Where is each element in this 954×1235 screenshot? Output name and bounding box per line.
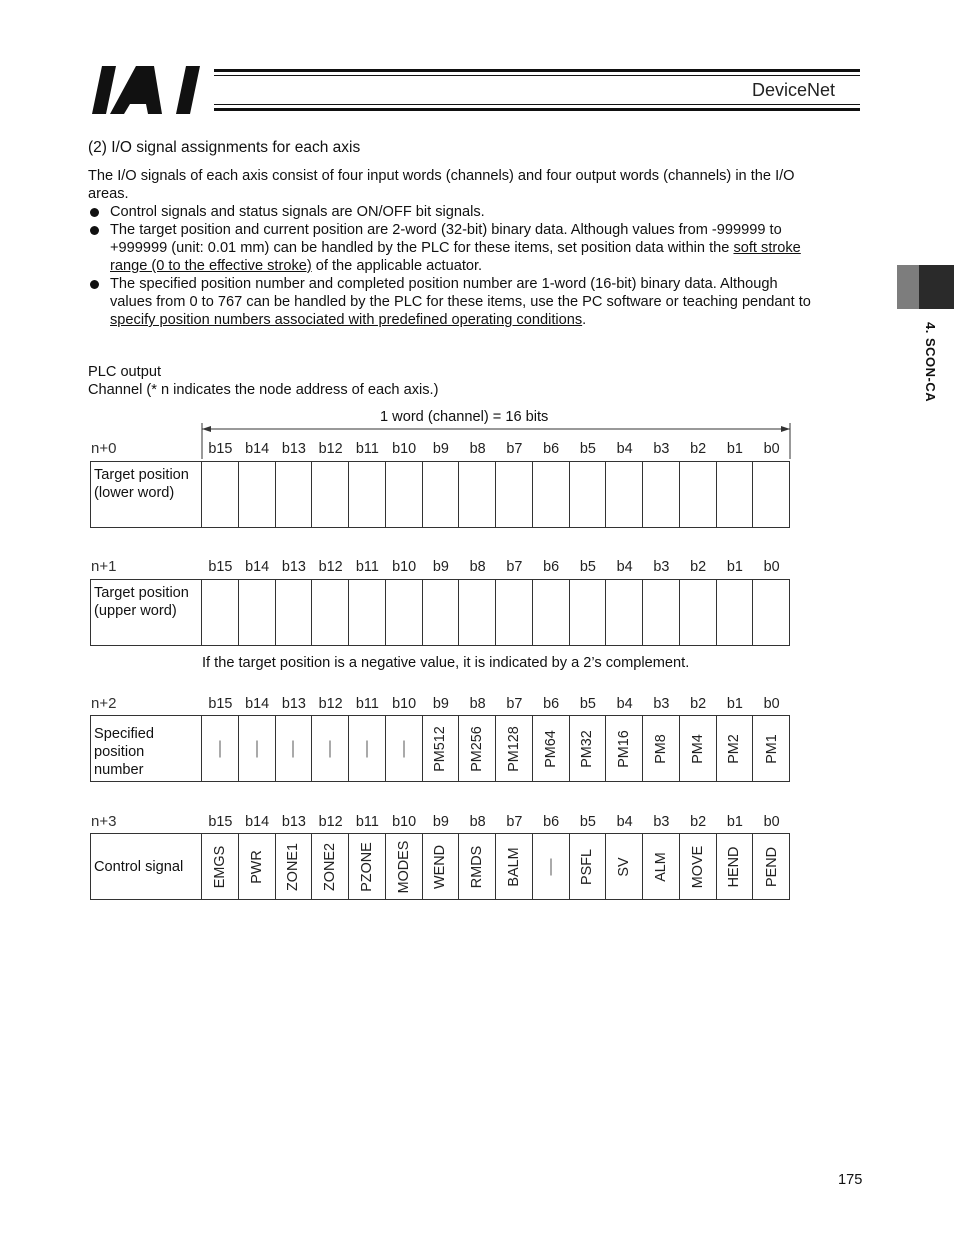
bit-label: b2 bbox=[690, 559, 707, 575]
negative-value-note: If the target position is a negative value, it is indicated by a 2’s complement. bbox=[202, 655, 690, 671]
bit-label: b8 bbox=[469, 441, 486, 457]
channel-note: Channel (* n indicates the node address of each axis.) bbox=[88, 382, 439, 398]
bit-label: b14 bbox=[245, 559, 270, 575]
bit-label: b13 bbox=[281, 696, 306, 712]
signal-label: ZONE2 bbox=[322, 842, 339, 891]
bit-cell bbox=[570, 834, 607, 899]
bit-cell bbox=[533, 580, 570, 645]
signal-label: SV bbox=[616, 856, 633, 877]
word-note: 1 word (channel) = 16 bits bbox=[380, 409, 549, 425]
bit-cell bbox=[533, 834, 570, 899]
intro-line-2: areas. bbox=[88, 186, 129, 202]
bit-cell bbox=[239, 716, 276, 781]
signal-label: RMDS bbox=[469, 845, 486, 888]
bit-cell bbox=[423, 462, 460, 527]
bit-label: b0 bbox=[763, 814, 780, 830]
signal-label: MODES bbox=[395, 840, 412, 893]
bit-cell bbox=[349, 834, 386, 899]
bit-label: b9 bbox=[432, 559, 449, 575]
bit-cell bbox=[276, 834, 313, 899]
bit-label: b10 bbox=[392, 814, 417, 830]
bullet-text: values from 0 to 767 can be handled by the PLC for these items, use the PC software or teaching pendant to bbox=[110, 294, 811, 310]
bit-cell bbox=[643, 716, 680, 781]
bit-cell bbox=[349, 716, 386, 781]
bit-label: b5 bbox=[579, 814, 596, 830]
bit-label: b10 bbox=[392, 441, 417, 457]
register-table bbox=[90, 461, 790, 528]
bit-cell bbox=[459, 580, 496, 645]
bit-cell bbox=[680, 716, 717, 781]
unused-bit-mark bbox=[293, 740, 294, 757]
signal-label: WEND bbox=[432, 844, 449, 889]
unused-bit-mark bbox=[256, 740, 257, 757]
bit-cell bbox=[386, 580, 423, 645]
signal-label: PSFL bbox=[579, 848, 596, 885]
side-tab-marker bbox=[897, 265, 919, 309]
bit-cell bbox=[680, 834, 717, 899]
bit-label: b12 bbox=[318, 696, 343, 712]
signal-label: PEND bbox=[763, 846, 780, 887]
bit-cell bbox=[349, 462, 386, 527]
bit-label: b7 bbox=[506, 441, 523, 457]
row-name: Control signal bbox=[91, 834, 202, 899]
bit-cell bbox=[276, 716, 313, 781]
bit-cell bbox=[312, 834, 349, 899]
bit-label: b2 bbox=[690, 441, 707, 457]
signal-label: PM128 bbox=[505, 725, 522, 772]
bit-label: b9 bbox=[432, 814, 449, 830]
bit-label: b4 bbox=[616, 559, 633, 575]
bit-cell bbox=[423, 580, 460, 645]
bit-header-row bbox=[202, 814, 790, 832]
section-title: (2) I/O signal assignments for each axis bbox=[88, 139, 361, 156]
register-table bbox=[90, 833, 790, 900]
bit-label: b3 bbox=[653, 814, 670, 830]
signal-label: PZONE bbox=[358, 841, 375, 892]
bit-label: b6 bbox=[543, 559, 560, 575]
bit-label: b4 bbox=[616, 441, 633, 457]
bit-label: b8 bbox=[469, 814, 486, 830]
bit-cell bbox=[386, 462, 423, 527]
channel-label: n+2 bbox=[91, 695, 117, 712]
row-name: Specified position number bbox=[91, 716, 202, 781]
bit-cell bbox=[717, 834, 754, 899]
side-tab-label: 4. SCON-CA bbox=[923, 322, 938, 403]
signal-label: ZONE1 bbox=[285, 842, 302, 891]
bit-cell bbox=[570, 580, 607, 645]
bit-cell bbox=[349, 580, 386, 645]
bit-label: b3 bbox=[653, 559, 670, 575]
bit-cell bbox=[202, 716, 239, 781]
bit-label: b15 bbox=[208, 696, 233, 712]
bit-cell bbox=[717, 462, 754, 527]
bit-cell bbox=[606, 716, 643, 781]
bit-label: b1 bbox=[726, 441, 743, 457]
bit-label: b9 bbox=[432, 441, 449, 457]
bit-label: b5 bbox=[579, 441, 596, 457]
bullet-text: The specified position number and completed position number are 1-word (16-bit) binary data. Although bbox=[110, 276, 778, 292]
bullet-text: The target position and current position are 2-word (32-bit) binary data. Although values from -999999 to bbox=[110, 222, 782, 238]
signal-label: PM32 bbox=[579, 729, 596, 768]
bit-label: b1 bbox=[726, 696, 743, 712]
bit-label: b4 bbox=[616, 696, 633, 712]
bullet-text: of the applicable actuator. bbox=[311, 258, 483, 274]
bullet-text: +999999 (unit: 0.01 mm) can be handled by the PLC for these items, set position data within the bbox=[110, 240, 734, 256]
underlined-text: range (0 to the effective stroke) bbox=[110, 258, 312, 274]
page-number: 175 bbox=[838, 1172, 863, 1188]
header-title: DeviceNet bbox=[752, 80, 836, 100]
bit-label: b0 bbox=[763, 559, 780, 575]
bit-label: b10 bbox=[392, 696, 417, 712]
bullet-text: . bbox=[582, 312, 587, 328]
bit-label: b11 bbox=[355, 814, 379, 830]
channel-label: n+3 bbox=[91, 813, 117, 830]
bit-label: b12 bbox=[318, 559, 343, 575]
bit-label: b15 bbox=[208, 441, 233, 457]
unused-bit-mark bbox=[330, 740, 331, 757]
bit-label: b3 bbox=[653, 441, 670, 457]
bit-cell bbox=[717, 716, 754, 781]
signal-label: PM256 bbox=[469, 725, 486, 772]
bit-cell bbox=[202, 462, 239, 527]
bit-label: b7 bbox=[506, 559, 523, 575]
bit-cell bbox=[423, 716, 460, 781]
bullet-item bbox=[88, 203, 860, 221]
bit-label: b3 bbox=[653, 696, 670, 712]
bullet-icon bbox=[90, 226, 99, 235]
bit-label: b0 bbox=[763, 696, 780, 712]
bit-label: b8 bbox=[469, 696, 486, 712]
bit-label: b6 bbox=[543, 441, 560, 457]
bit-cell bbox=[680, 580, 717, 645]
bit-cell bbox=[643, 834, 680, 899]
bit-cell bbox=[459, 834, 496, 899]
bit-label: b11 bbox=[355, 696, 379, 712]
signal-label: PM16 bbox=[616, 729, 633, 768]
bit-label: b6 bbox=[543, 696, 560, 712]
signal-label: ALM bbox=[652, 851, 669, 882]
bit-label: b7 bbox=[506, 696, 523, 712]
bit-label: b4 bbox=[616, 814, 633, 830]
bit-label: b14 bbox=[245, 814, 270, 830]
bit-cell bbox=[643, 580, 680, 645]
underlined-text: soft stroke bbox=[733, 240, 801, 256]
channel-label: n+0 bbox=[91, 440, 117, 457]
bit-cell bbox=[606, 580, 643, 645]
underlined-text: specify position numbers associated with predefined operating conditions bbox=[110, 312, 583, 328]
bit-cell bbox=[533, 716, 570, 781]
bullet-icon bbox=[90, 280, 99, 289]
bullet-text: Control signals and status signals are ON/OFF bit signals. bbox=[110, 204, 485, 220]
signal-label: PM2 bbox=[726, 733, 743, 764]
bit-cell bbox=[239, 834, 276, 899]
unused-bit-mark bbox=[366, 740, 367, 757]
bit-cell bbox=[423, 834, 460, 899]
bit-cell bbox=[570, 716, 607, 781]
bit-label: b5 bbox=[579, 559, 596, 575]
bit-label: b8 bbox=[469, 559, 486, 575]
bit-label: b14 bbox=[245, 696, 270, 712]
bit-label: b15 bbox=[208, 814, 233, 830]
signal-label: PM64 bbox=[542, 729, 559, 768]
bit-cell bbox=[643, 462, 680, 527]
bullet-item bbox=[88, 275, 860, 329]
bit-label: b15 bbox=[208, 559, 233, 575]
bullet-item bbox=[88, 221, 860, 275]
bit-cell bbox=[312, 580, 349, 645]
bit-header-row bbox=[202, 696, 790, 714]
signal-label: BALM bbox=[505, 846, 522, 887]
bit-header-row bbox=[202, 559, 790, 577]
signal-label: PM512 bbox=[432, 725, 449, 772]
bit-label: b6 bbox=[543, 814, 560, 830]
row-name: Target position (lower word) bbox=[91, 462, 202, 527]
bit-label: b2 bbox=[690, 696, 707, 712]
signal-label: HEND bbox=[726, 846, 743, 887]
row-name: Target position (upper word) bbox=[91, 580, 202, 645]
bit-label: b13 bbox=[281, 814, 306, 830]
bit-cell bbox=[386, 716, 423, 781]
bit-label: b13 bbox=[281, 441, 306, 457]
bit-cell bbox=[533, 462, 570, 527]
bit-label: b9 bbox=[432, 696, 449, 712]
bit-cell bbox=[496, 834, 533, 899]
bit-cell bbox=[202, 834, 239, 899]
bit-cell bbox=[202, 580, 239, 645]
bit-cell bbox=[570, 462, 607, 527]
bit-cell bbox=[680, 462, 717, 527]
bit-cell bbox=[276, 580, 313, 645]
bit-label: b2 bbox=[690, 814, 707, 830]
signal-label: PM1 bbox=[763, 733, 780, 764]
bit-cell bbox=[312, 716, 349, 781]
register-table bbox=[90, 579, 790, 646]
register-table bbox=[90, 715, 790, 782]
bit-cell bbox=[496, 716, 533, 781]
signal-label: PM4 bbox=[689, 733, 706, 764]
bit-label: b7 bbox=[506, 814, 523, 830]
bit-label: b11 bbox=[355, 559, 379, 575]
bit-cell bbox=[386, 834, 423, 899]
bit-cell bbox=[276, 462, 313, 527]
bit-header-row bbox=[202, 441, 790, 459]
bit-cell bbox=[239, 580, 276, 645]
bit-label: b1 bbox=[726, 814, 743, 830]
signal-label: MOVE bbox=[689, 845, 706, 888]
iai-logo bbox=[92, 66, 214, 116]
unused-bit-mark bbox=[403, 740, 404, 757]
bit-cell bbox=[753, 834, 790, 899]
bit-cell bbox=[496, 580, 533, 645]
signal-label: EMGS bbox=[211, 845, 228, 888]
signal-label: PWR bbox=[248, 849, 265, 884]
bit-cell bbox=[753, 462, 790, 527]
intro-line-1: The I/O signals of each axis consist of four input words (channels) and four output words (channels) in the I/O bbox=[88, 168, 795, 184]
bit-label: b1 bbox=[726, 559, 743, 575]
signal-label: PM8 bbox=[652, 733, 669, 764]
bit-cell bbox=[496, 462, 533, 527]
bit-cell bbox=[753, 716, 790, 781]
side-tab-marker-dark bbox=[919, 265, 954, 309]
bit-label: b11 bbox=[355, 441, 379, 457]
unused-bit-mark bbox=[219, 740, 220, 757]
bit-label: b13 bbox=[281, 559, 306, 575]
bit-label: b5 bbox=[579, 696, 596, 712]
bit-label: b12 bbox=[318, 441, 343, 457]
bit-cell bbox=[606, 462, 643, 527]
plc-output-heading: PLC output bbox=[88, 364, 162, 380]
bit-cell bbox=[239, 462, 276, 527]
channel-label: n+1 bbox=[91, 558, 117, 575]
bit-cell bbox=[606, 834, 643, 899]
bit-label: b12 bbox=[318, 814, 343, 830]
bit-label: b10 bbox=[392, 559, 417, 575]
unused-bit-mark bbox=[550, 858, 551, 875]
bit-label: b14 bbox=[245, 441, 270, 457]
bit-cell bbox=[459, 716, 496, 781]
bit-cell bbox=[717, 580, 754, 645]
bit-cell bbox=[459, 462, 496, 527]
bit-cell bbox=[312, 462, 349, 527]
bit-cell bbox=[753, 580, 790, 645]
bit-label: b0 bbox=[763, 441, 780, 457]
bullet-icon bbox=[90, 208, 99, 217]
